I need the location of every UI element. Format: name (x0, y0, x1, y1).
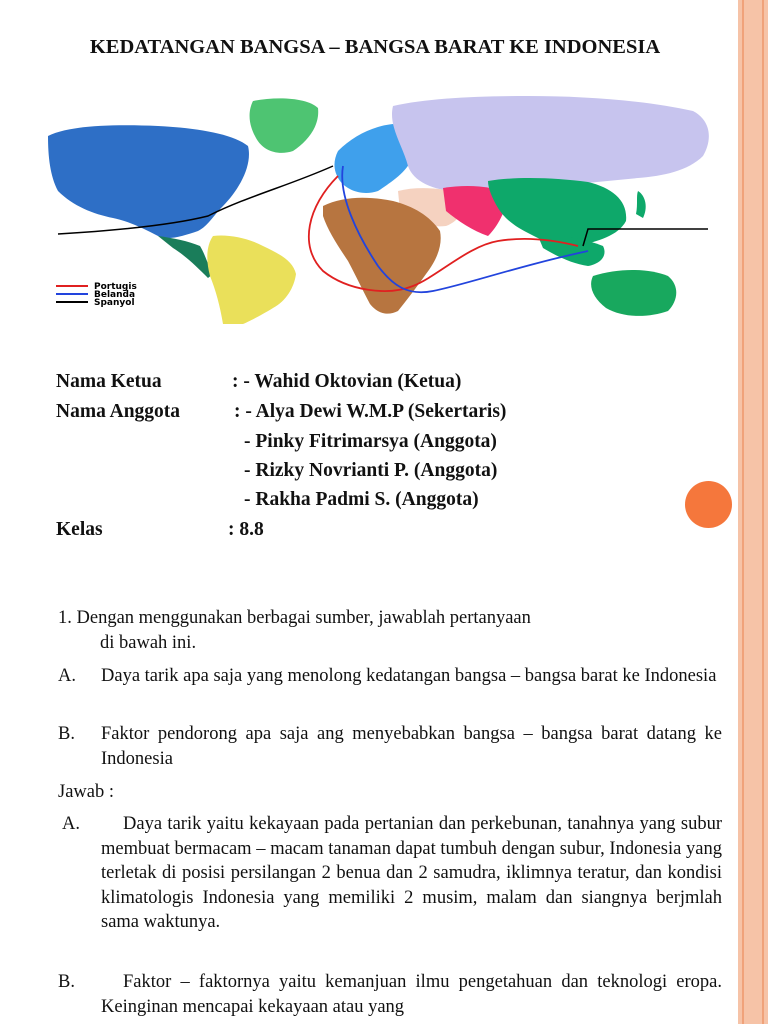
anggota-4: - Rakha Padmi S. (Anggota) (244, 489, 479, 510)
orange-circle-decoration (685, 481, 732, 528)
legend-spanyol: Spanyol (94, 298, 135, 308)
world-map-image (48, 96, 712, 324)
question-intro-line2: di bawah ini. (100, 633, 197, 653)
answer-a-text: Daya tarik yaitu kekayaan pada pertanian dan perkebunan, tanahnya yang subur membuat bermacam – macam tanaman dapat tumbuh dengan subur, Indonesia yang terletak di posisi persilangan 2 benua dan 2 samudra, iklimnya teratur, dan kondisi klimatologis Indonesia yang memiliki 2 musim, malam dan siangnya berjmlah sama waktunya. (101, 814, 722, 932)
answer-a-label: A. (62, 814, 80, 834)
north-asia (392, 96, 709, 191)
answer-b-text: Faktor – faktornya yaitu kemanjuan ilmu pengetahuan dan teknologi eropa. Keinginan mencapai kekayaan atau yang (101, 972, 722, 1017)
south-america (207, 235, 296, 324)
anggota-1: : - Alya Dewi W.M.P (Sekertaris) (234, 401, 507, 422)
legend-portugis: Portugis (94, 282, 137, 292)
kelas-value: : 8.8 (228, 519, 264, 540)
ketua-label: Nama Ketua (56, 371, 162, 392)
japan (636, 191, 646, 218)
question-a-label: A. (58, 666, 76, 686)
answer-b-label: B. (58, 972, 75, 992)
question-b-label: B. (58, 724, 75, 744)
right-border-decoration (738, 0, 768, 1024)
question-a-text: Daya tarik apa saja yang menolong kedatangan bangsa – bangsa barat ke Indonesia (101, 666, 717, 686)
central-america (158, 236, 213, 278)
anggota-label: Nama Anggota (56, 401, 181, 422)
answer-heading: Jawab : (58, 782, 114, 802)
ketua-value: : - Wahid Oktovian (Ketua) (232, 371, 462, 392)
africa (323, 198, 441, 314)
map-legend (56, 282, 137, 308)
question-intro-line1: 1. Dengan menggunakan berbagai sumber, jawablah pertanyaan (58, 608, 531, 628)
legend-belanda: Belanda (94, 290, 136, 300)
north-america (48, 125, 249, 238)
australia (591, 270, 676, 316)
greenland (250, 98, 319, 153)
anggota-3: - Rizky Novrianti P. (Anggota) (244, 460, 498, 481)
anggota-2: - Pinky Fitrimarsya (Anggota) (244, 431, 497, 452)
page-title: KEDATANGAN BANGSA – BANGSA BARAT KE INDONESIA (89, 36, 661, 58)
kelas-label: Kelas (56, 519, 103, 540)
question-b-text: Faktor pendorong apa saja ang menyebabkan bangsa – bangsa barat datang ke Indonesia (101, 724, 722, 769)
